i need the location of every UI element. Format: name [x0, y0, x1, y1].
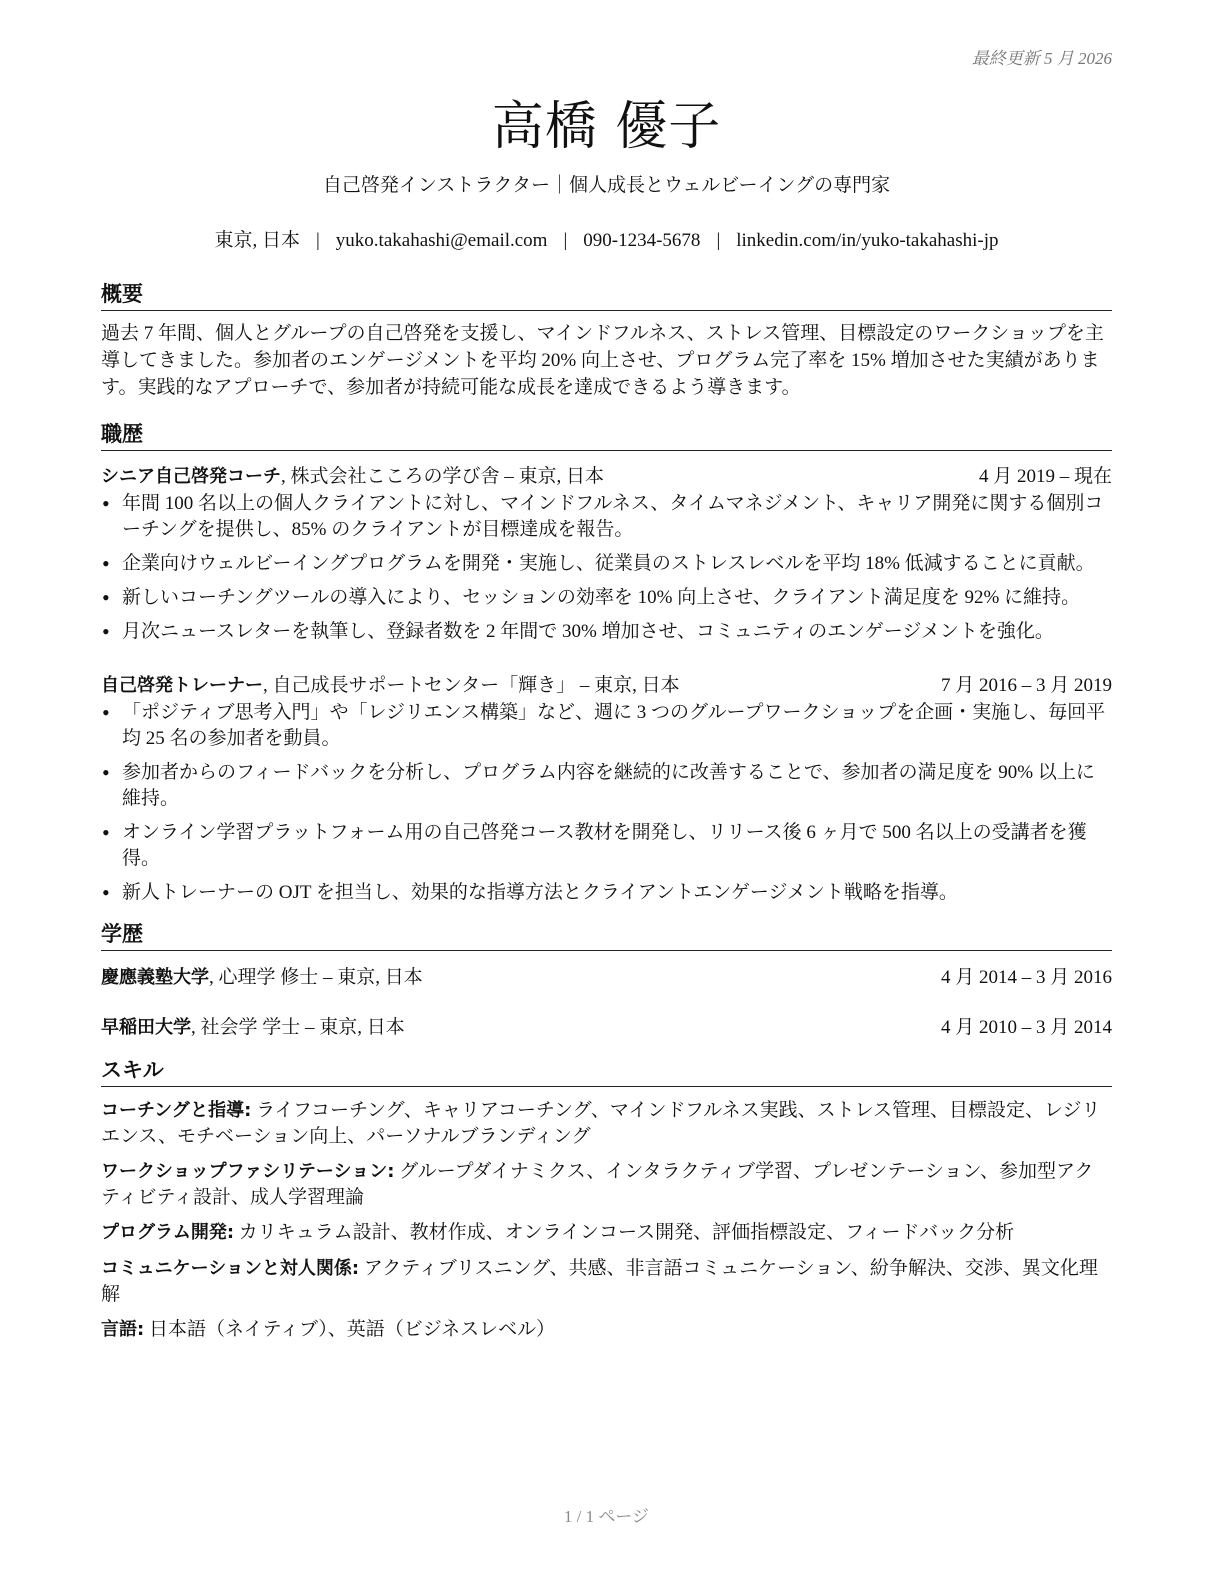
skill-text: アクティブリスニング、共感、非言語コミュニケーション、紛争解決、交渉、異文化理解: [101, 1258, 1098, 1305]
degree-detail: , 心理学 修士 – 東京, 日本: [209, 967, 423, 988]
skill-item: [101, 1098, 1112, 1150]
skill-text: ライフコーチング、キャリアコーチング、マインドフルネス実践、ストレス管理、目標設定、レジリエンス、モチベーション向上、パーソナルブランディング: [101, 1100, 1101, 1147]
tagline: 自己啓発インストラクター｜個人成長とウェルビーイングの専門家: [322, 175, 891, 196]
degree-detail: , 社会学 学士 – 東京, 日本: [191, 1017, 405, 1038]
contact-phone: 090-1234-5678: [583, 230, 701, 251]
list-item: • 「ポジティブ思考入門」や「レジリエンス構築」など、週に 3 つのグループワークショップを企画・実施し、毎回平均 25 名の参加者を動員。: [101, 700, 1112, 752]
list-item: • 新しいコーチングツールの導入により、セッションの効率を 10% 向上させ、クライアント満足度を 92% に維持。: [101, 585, 1112, 611]
skill-label: ワークショップファシリテーション:: [101, 1161, 395, 1182]
school-name: 慶應義塾大学: [101, 967, 209, 988]
contact-line: [101, 225, 1112, 252]
last-updated: 最終更新 5 月 2026: [971, 49, 1112, 68]
list-item: • 月次ニュースレターを執筆し、登録者数を 2 年間で 30% 増加させ、コミュニティのエンゲージメントを強化。: [101, 619, 1112, 645]
skill-text: グループダイナミクス、インタラクティブ学習、プレゼンテーション、参加型アクティビティ設計、成人学習理論: [101, 1161, 1094, 1208]
job-title: 自己啓発トレーナー: [101, 675, 263, 696]
skill-label: コミュニケーションと対人関係:: [101, 1258, 360, 1279]
skill-item: [101, 1317, 1112, 1343]
job-dates: 4 月 2019 – 現在: [978, 466, 1112, 487]
school-name: 早稲田大学: [101, 1017, 191, 1038]
list-item: • 年間 100 名以上の個人クライアントに対し、マインドフルネス、タイムマネジメント、キャリア開発に関する個別コーチングを提供し、85% のクライアントが目標達成を報告。: [101, 491, 1112, 543]
job-bullets: [101, 491, 1112, 653]
job-org: , 自己成長サポートセンター「輝き」 – 東京, 日本: [263, 675, 680, 696]
job-bullets: [101, 700, 1112, 914]
skill-label: プログラム開発:: [101, 1222, 235, 1243]
skill-text: カリキュラム設計、教材作成、オンラインコース開発、評価指標設定、フィードバック分析: [234, 1222, 1015, 1243]
education-dates: 4 月 2010 – 3 月 2014: [940, 1017, 1112, 1038]
section-heading-skills: スキル: [101, 1054, 1112, 1087]
skill-label: コーチングと指導:: [101, 1100, 252, 1121]
section-heading-summary: 概要: [101, 278, 1112, 311]
list-item: • オンライン学習プラットフォーム用の自己啓発コース教材を開発し、リリース後 6 ヶ月で 500 名以上の受講者を獲得。: [101, 820, 1112, 872]
summary-text: 過去 7 年間、個人とグループの自己啓発を支援し、マインドフルネス、ストレス管理、目標設定のワークショップを主導してきました。参加者のエンゲージメントを平均 20% 向上させ、プログラム完了率を 15% 増加させた実績があります。実践的なアプローチで、参加者が持続可能な成長を達成できるよう導きます。: [101, 323, 1104, 398]
contact-linkedin-link[interactable]: linkedin.com/in/yuko-takahashi-jp: [736, 230, 999, 251]
education-item: [101, 1012, 1112, 1038]
section-heading-education: 学歴: [101, 918, 1112, 951]
job-org: , 株式会社こころの学び舎 – 東京, 日本: [281, 466, 605, 487]
section-heading-experience: 職歴: [101, 418, 1112, 451]
job-title: シニア自己啓発コーチ: [101, 466, 281, 487]
separator: |: [315, 230, 320, 251]
person-name: 高橋 優子: [491, 97, 722, 157]
job-dates: 7 月 2016 – 3 月 2019: [940, 675, 1112, 696]
skill-item: [101, 1220, 1112, 1246]
separator: |: [563, 230, 568, 251]
list-item: • 参加者からのフィードバックを分析し、プログラム内容を継続的に改善することで、参加者の満足度を 90% 以上に維持。: [101, 760, 1112, 812]
list-item: • 新人トレーナーの OJT を担当し、効果的な指導方法とクライアントエンゲージメント戦略を指導。: [101, 880, 1112, 906]
job-header: [101, 670, 1112, 696]
contact-email-link[interactable]: yuko.takahashi@email.com: [335, 230, 548, 251]
contact-location: 東京, 日本: [214, 230, 300, 251]
skill-label: 言語:: [101, 1319, 145, 1340]
education-dates: 4 月 2014 – 3 月 2016: [940, 967, 1112, 988]
page-number: 1 / 1 ページ: [563, 1507, 650, 1526]
job-header: [101, 461, 1112, 487]
separator: |: [716, 230, 721, 251]
list-item: • 企業向けウェルビーイングプログラムを開発・実施し、従業員のストレスレベルを平均 18% 低減することに貢献。: [101, 551, 1112, 577]
skill-item: [101, 1159, 1112, 1211]
education-item: [101, 962, 1112, 988]
skill-item: [101, 1256, 1112, 1308]
skill-text: 日本語（ネイティブ）、英語（ビジネスレベル）: [144, 1319, 556, 1340]
resume-page: [101, 0, 1112, 1584]
